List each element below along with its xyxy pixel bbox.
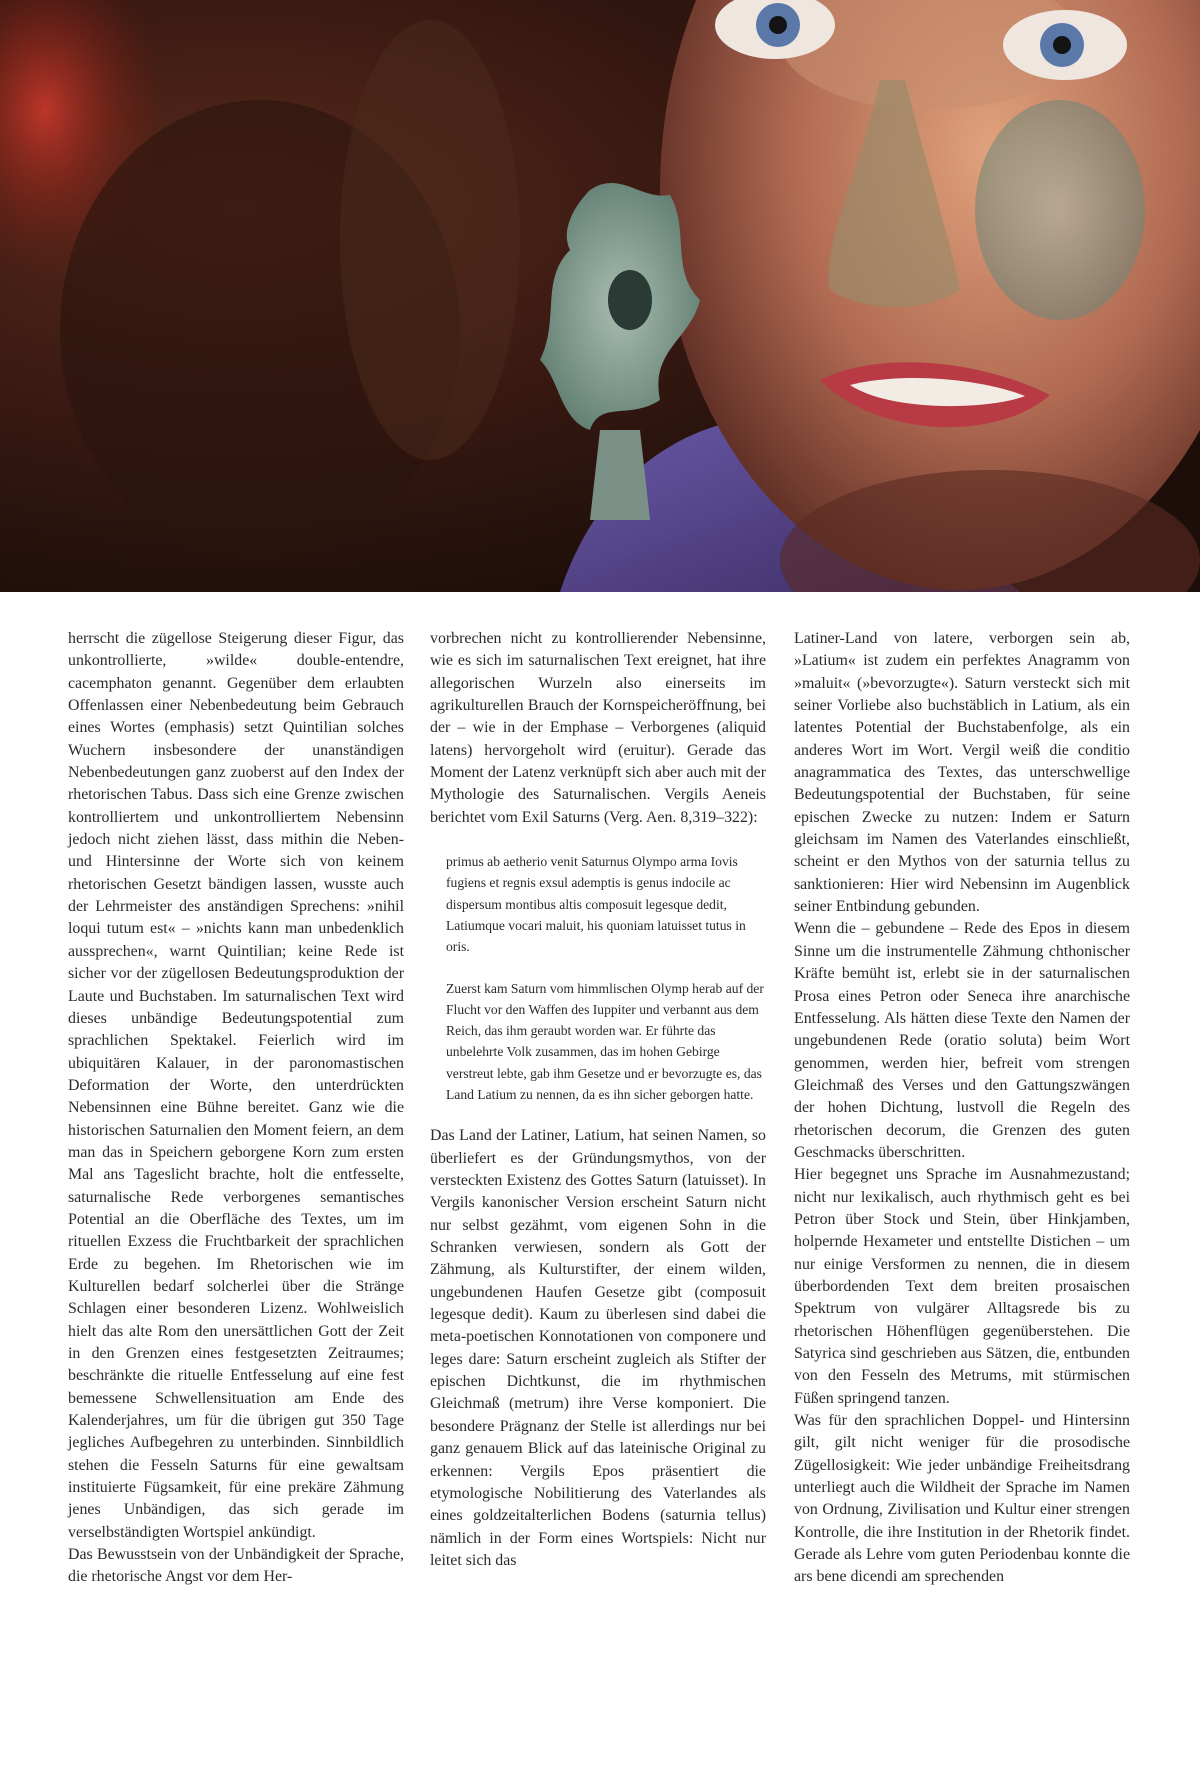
- paragraph: Das Bewusstsein von der Unbändigkeit der Sprache, die rhetorische Angst vor dem Her-: [68, 1546, 404, 1586]
- paragraph: herrscht die zügellose Steigerung dieser Figur, das unkontrollierte, »wilde« double-entendre, cacemphaton genannt. Gegenüber dem erlaubten Offenlassen einer Nebenbedeutung beim Gebrauch eines Wortes (emphasis) setzt Quintilian solches Wuchern insbesondere der unanständigen Nebenbedeutungen ganz zuoberst auf den Index der rhetorischen Tabus. Dass sich eine Grenze zwischen kontrolliertem und unkontrolliertem Nebensinn jedoch nicht ziehen lässt, dass mithin die Neben- und Hintersinne der Worte sich von keinem rhetorischen Gesetzt bändigen lassen, wusste auch der Lehrmeister des anständigen Sprechens: »nihil loqui tutum est« – »nichts kann man unbedenklich aussprechen«, warnt Quintilian; keine Rede ist sicher vor der zügellosen Bedeutungsproduktion der Laute und Buchstaben. Im saturnalischen Text wird dieses unbändige Bedeutungspotential zum sprachlichen Spektakel. Feierlich wird im ubiquitären Kalauer, in der paronomastischen Deformation der Worte, den unterdrückten Nebensinnen eine Bühne bereitet. Ganz wie die historischen Saturnalien den Moment feiern, an dem man das in Speichern geborgene Korn zum ersten Mal ans Tageslicht brachte, holt die entfesselte, saturnalische Rede verborgenes semantisches Potential an die Oberfläche des Textes, um im rituellen Exzess die Fruchtbarkeit der sprachlichen Erde zu begehen. Im Rhetorischen wie im Kulturellen bedarf solcherlei über die Stränge Schlagen einer besonderen Lizenz. Wohlweislich hielt das alte Rom den unersättlichen Gott der Zeit in den Grenzen eines festgesetzten Zeitraumes; beschränkte die rituelle Entfesselung auf eine fest bemessene Schwellensituation am Ende des Kalenderjahres, um für die übrigen gut 350 Tage jegliches Aufbegehren zu unterbinden. Sinnbildlich stehen die Fesseln Saturns für eine gewaltsam instituierte Fügsamkeit, für eine prekäre Zähmung jenes Unbändigen, das sich gerade im verselbständigten Wortspiel ankündigt.: [68, 630, 404, 1541]
- paragraph: Das Land der Latiner, Latium, hat seinen Namen, so überliefert es der Gründungsmythos, von der versteckten Existenz des Gottes Saturn (latuisset). In Vergils kanonischer Version erscheint Saturn nicht nur selbst gezähmt, vom eigenen Sohn in die Schranken verwiesen, sondern als Gott der Zähmung, als Kulturstifter, der einem wilden, ungebundenen Haufen Gesetze gibt (composuit legesque dedit). Kaum zu überlesen sind dabei die meta-poetischen Konnotationen von componere und leges dare: Saturn erscheint zugleich als Stifter der epischen Dichtkunst, die im rhythmischen Gleichmaß (metrum) ihre Verse komponiert. Die besondere Prägnanz der Stelle ist allerdings nur bei ganz genauem Blick auf das lateinische Original zu erkennen: Vergils Epos präsentiert die etymologische Nobilitierung des Vaterlandes als eines goldzeitalterlichen Bodens (saturnia tellus) nämlich in der Form eines Wortspiels: Nicht nur leitet sich das: [430, 1127, 766, 1569]
- paragraph: vorbrechen nicht zu kontrollierender Nebensinne, wie es sich im saturnalischen Text ereignet, hat ihre allegorischen Wurzeln also einerseits im agrikulturellen Brauch der Kornspeicheröffnung, bei der – wie in der Emphase – Verborgenes (aliquid latens) hervorgeholt wird (eruitur). Gerade das Moment der Latenz verknüpft sich aber auch mit der Mythologie des Saturnalischen. Vergils Aeneis berichtet vom Exil Saturns (Verg. Aen. 8,319–322):: [430, 630, 766, 826]
- article-body: [68, 628, 1136, 1768]
- block-quote: [446, 851, 766, 1105]
- paragraph: Latiner-Land von latere, verborgen sein ab, »Latium« ist zudem ein perfektes Anagramm von »maluit« (»bevorzugte«). Saturn versteckt sich mit seiner Vorliebe also buchstäblich in Latium, als ein latentes Potential der Buchstabenfolge, als ein anderes Wort im Wort. Vergil weiß die conditio anagrammatica des Textes, das unterschwellige Bedeutungspotential der Buchstaben, für seine epischen Zwecke zu nutzen: Indem er Saturn gleichsam im Namen des Vaterlandes einschließt, scheint er den Mythos von der saturnia tellus zu sanktionieren: Hier wird Nebensinn im Augenblick seiner Entbindung gebunden.: [794, 630, 1130, 916]
- paragraph: Was für den sprachlichen Doppel- und Hintersinn gilt, gilt nicht weniger für die prosodische Zügellosigkeit: Wie jeder unbändige Freiheitsdrang unterliegt auch die Wildheit der Sprache im Namen von Ordnung, Zivilisation und Kultur einer strengen Kontrolle, die ihre Institution in der Rhetorik findet. Gerade als Lehre vom guten Periodenbau konnte die ars bene dicendi am sprechenden: [794, 1412, 1130, 1586]
- text-column-1: [68, 628, 404, 1589]
- text-column-3: [794, 628, 1130, 1589]
- paragraph: Hier begegnet uns Sprache im Ausnahmezustand; nicht nur lexikalisch, auch rhythmisch geht es bei Petron über Stock und Stein, über Hinkjamben, holpernde Hexameter und entstellte Distichen – um nur einige Versformen zu nennen, die in diesem überbordenden Text dem breiten prosaischen Spektrum von vulgärer Alltagsrede bis zu rhetorischen Höhenflügen gegenüberstehen. Die Satyrica sind geschrieben aus Sätzen, die, entbunden von den Fesseln des Metrums, mit stürmischen Füßen springend tanzen.: [794, 1166, 1130, 1407]
- film-still-photo: [0, 0, 1200, 592]
- quote-german: Zuerst kam Saturn vom himmlischen Olymp herab auf der Flucht vor den Waffen des Iuppiter und verbannt aus dem Reich, das ihm geraubt worden war. Er führte das unbelehrte Volk zusammen, das im hohen Gebirge verstreut lebte, gab ihm Gesetze und er bevorzugte es, das Land Latium zu nennen, da es ihn sicher geborgen hatte.: [446, 980, 764, 1103]
- paragraph: Wenn die – gebundene – Rede des Epos in diesem Sinne um die instrumentelle Zähmung chthonischer Kräfte bemüht ist, erlebt sie in der saturnalischen Prosa eines Petron oder Seneca ihre anarchische Entfesselung. Als hätten diese Texte den Namen der ungebundenen Rede (oratio soluta) beim Wort genommen, werden hier, befreit vom strengen Gleichmaß des Verses und den Gattungszwängen der hohen Dichtung, lustvoll die Regeln des rhetorischen decorum, die Grenzen des guten Geschmacks überschritten.: [794, 920, 1130, 1161]
- film-still-face-icon: [0, 0, 1200, 592]
- text-column-2: [430, 628, 766, 1572]
- quote-latin: primus ab aetherio venit Saturnus Olympo arma Iovis fugiens et regnis exsul ademptis is genus indocile ac dispersum montibus altis composuit legesque dedit, Latiumque vocari maluit, his quoniam latuisset tutus in oris.: [446, 854, 746, 955]
